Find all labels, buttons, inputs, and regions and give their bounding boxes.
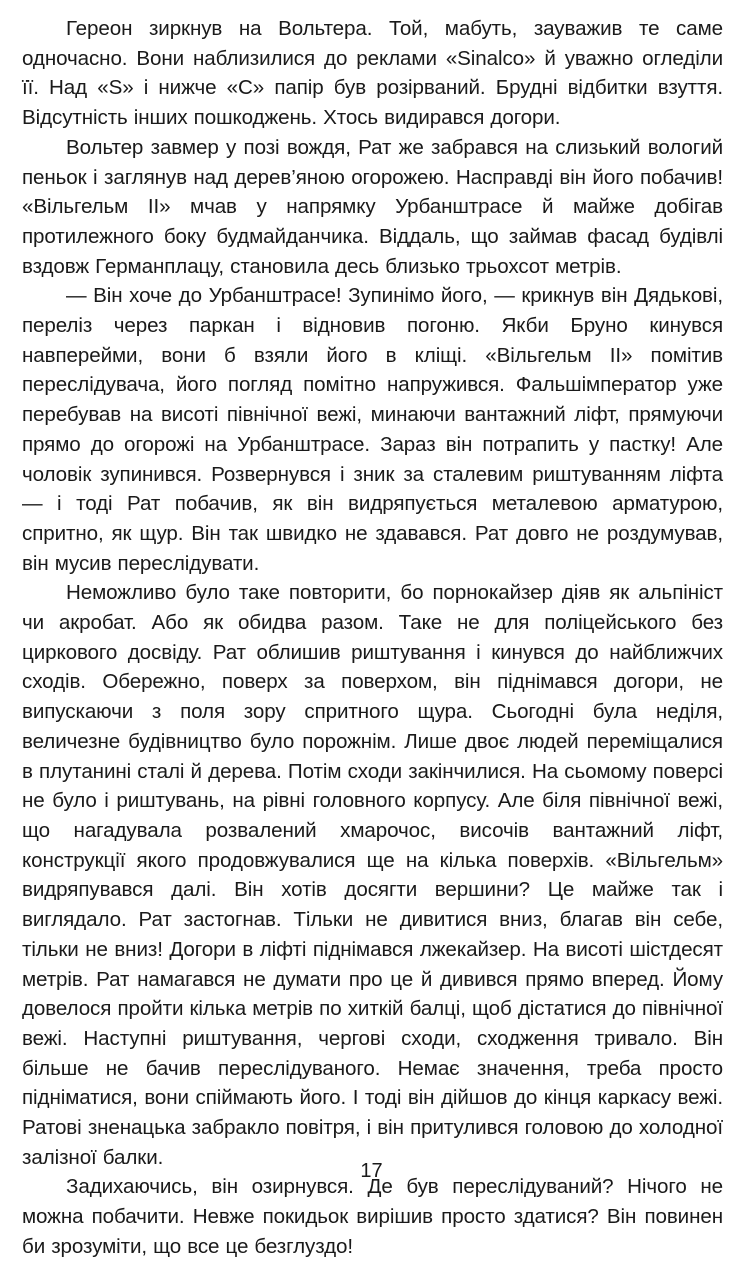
paragraph-4: Неможливо було таке повторити, бо порнокайзер діяв як альпініст чи акробат. Або як обидва разом. Таке не для поліцейського без циркового досвіду. Рат облишив риштування і кинувся до найближчих сходів. Обережно, поверх за поверхом, він піднімався догори, не випускаючи з поля зору спритного щура. Сьогодні була неділя, величезне будівництво було порожнім. Лише двоє людей переміщалися в плутанині сталі й дерева. Потім сходи закінчилися. На сьомому поверсі не було і риштувань, на рівні головного корпусу. Але біля північної вежі, що нагадувала розвалений хмарочос, височів вантажний ліфт, конструкції якого продовжувалися ще на кілька поверхів. «Вільгельм» видряпувався далі. Він хотів досягти вершини? Це майже так і виглядало. Рат застогнав. Тільки не дивитися вниз, благав він себе, тільки не вниз! Догори в ліфті піднімався лжекайзер. На висоті шістдесят метрів. Рат намагався не думати про це й дивився прямо вперед. Йому довелося пройти кілька метрів по хиткій балці, щоб дістатися до північної вежі. Наступні риштування, чергові сходи, сходження тривало. Він більше не бачив переслідуваного. Немає значення, треба просто підніматися, вони спіймають його. І тоді він дійшов до кінця каркасу вежі. Ратові зненацька забракло повітря, і він притулився головою до холодної залізної балки. (22, 581, 723, 1169)
page-number: 17 (360, 1160, 383, 1182)
paragraph-1: Гереон зиркнув на Вольтера. Той, мабуть, зауважив те саме одночасно. Вони наблизилися до реклами «Sinalco» й уважно огледіли її. Над «S» і нижче «C» папір був розірваний. Брудні відбитки взуття. Відсутність інших пошкоджень. Хтось видирався догори. (22, 17, 723, 130)
text-body (22, 14, 723, 1262)
paragraph-3: — Він хоче до Урбанштрасе! Зупинімо його, — крикнув він Дядькові, переліз через паркан і відновив погоню. Якби Бруно кинувся навперейми, вони б взяли його в кліщі. «Вільгельм II» помітив переслідувача, його погляд помітно напружився. Фальшімператор уже перебував на висоті північної вежі, минаючи вантажний ліфт, прямуючи прямо до огорожі на Урбанштрасе. Зараз він потрапить у пастку! Але чоловік зупинився. Розвернувся і зник за сталевим риштуванням ліфта — і тоді Рат побачив, як він видряпується металевою арматурою, спритно, як щур. Він так швидко не здавався. Рат довго не роздумував, він мусив переслідувати. (22, 284, 723, 575)
paragraph-2: Вольтер завмер у позі вождя, Рат же забрався на слизький вологий пеньок і заглянув над дерев’яною огорожею. Насправді він його побачив! «Вільгельм II» мчав у напрямку Урбанштрасе й майже добігав протилежного боку будмайданчика. Віддаль, що займав фасад будівлі вздовж Германплацу, становила десь близько трьохсот метрів. (22, 135, 723, 278)
paragraph-5: Задихаючись, він озирнувся. Де був переслідуваний? Нічого не можна побачити. Невже покидьок вирішив просто здатися? Він повинен би зрозуміти, що все це безглуздо! (22, 1175, 723, 1258)
